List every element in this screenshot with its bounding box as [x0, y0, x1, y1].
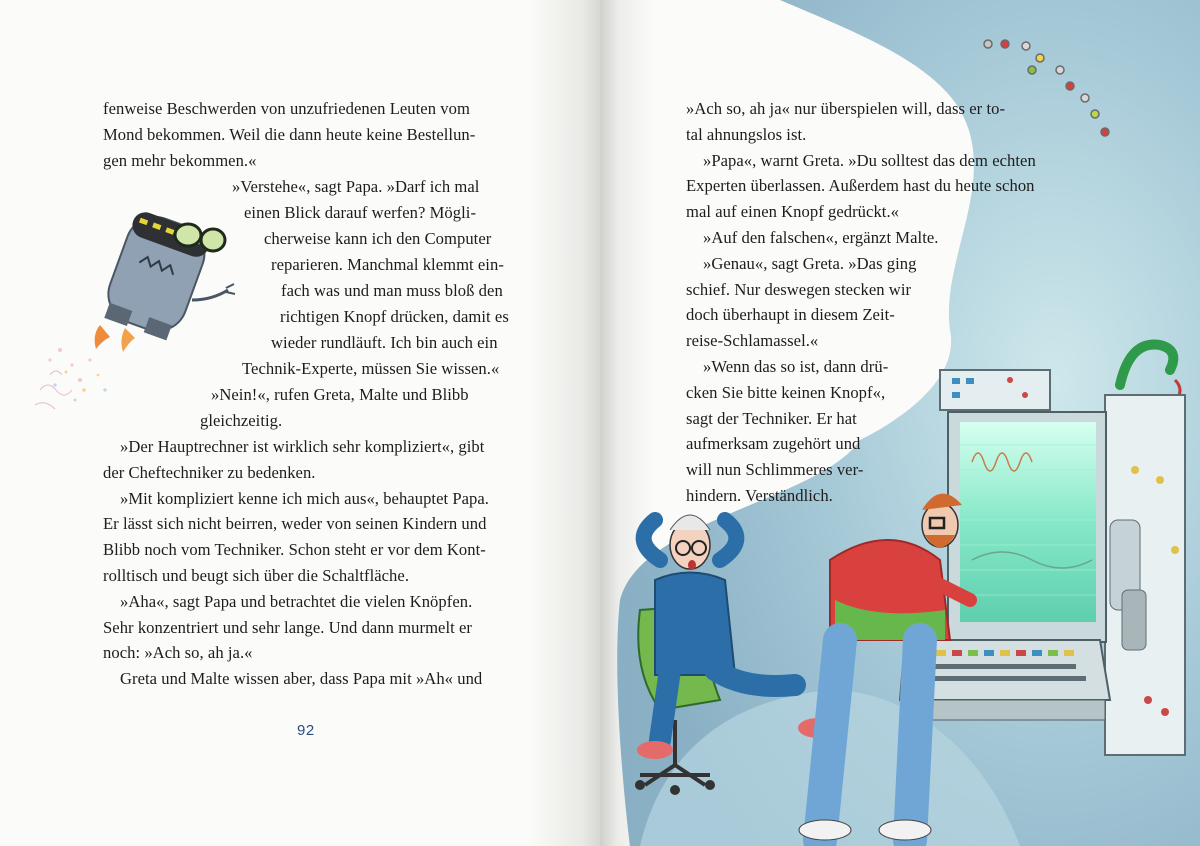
text-line: Er lässt sich nicht beirren, weder von seinen Kindern und [103, 514, 487, 534]
text-line: fenweise Beschwerden von unzufriedenen Leuten vom [103, 99, 470, 118]
text-line: Sehr konzentriert und sehr lange. Und dann murmelt er [103, 617, 472, 637]
text-line: richtigen Knopf drücken, damit es [280, 307, 509, 326]
text-line: tal ahnungslos ist. [686, 124, 807, 144]
text-line: schief. Nur deswegen stecken wir [686, 279, 912, 299]
text-line: »Auf den falschen«, ergänzt Malte. [703, 227, 939, 247]
text-line: »Genau«, sagt Greta. »Das ging [703, 253, 917, 273]
text-line: hindern. Verständlich. [686, 485, 833, 505]
text-line: cherweise kann ich den Computer [264, 229, 492, 248]
text-line: mal auf einen Knopf gedrückt.« [686, 202, 899, 222]
text-line: »Wenn das so ist, dann drü- [703, 356, 889, 376]
text-line: wieder rundläuft. Ich bin auch ein [271, 333, 498, 352]
page-number: 92 [297, 722, 315, 739]
text-line: rolltisch und beugt sich über die Schaltfläche. [103, 565, 410, 585]
text-line: »Der Hauptrechner ist wirklich sehr kompliziert«, gibt [120, 437, 485, 456]
text-line: will nun Schlimmeres ver- [686, 460, 864, 480]
text-line: reparieren. Manchmal klemmt ein- [271, 255, 504, 274]
text-line: »Papa«, warnt Greta. »Du solltest das dem echten [703, 150, 1036, 170]
text-line: Greta und Malte wissen aber, dass Papa mit »Ah« und [120, 669, 483, 689]
text-line: Technik-Experte, müssen Sie wissen.« [242, 359, 500, 378]
text-line: gleichzeitig. [200, 411, 283, 430]
text-line: »Mit kompliziert kenne ich mich aus«, behauptet Papa. [120, 488, 490, 508]
text-line: reise-Schlamassel.« [686, 331, 819, 351]
text-line: Blibb noch vom Techniker. Schon steht er vor dem Kont- [103, 540, 486, 560]
text-line: »Ach so, ah ja« nur überspielen will, dass er to- [686, 99, 1006, 118]
text-line: Mond bekommen. Weil die dann heute keine Bestellun- [103, 124, 476, 144]
text-line: der Cheftechniker zu bedenken. [103, 462, 316, 482]
right-page [600, 0, 1200, 846]
text-line: sagt der Techniker. Er hat [686, 408, 857, 428]
text-line: noch: »Ach so, ah ja.« [103, 643, 253, 663]
text-line: gen mehr bekommen.« [103, 150, 257, 170]
text-line: aufmerksam zugehört und [686, 434, 861, 454]
text-line: fach was und man muss bloß den [281, 281, 503, 300]
text-line: »Aha«, sagt Papa und betrachtet die vielen Knöpfen. [120, 591, 473, 611]
text-line: cken Sie bitte keinen Knopf«, [686, 382, 886, 402]
text-line: »Verstehe«, sagt Papa. »Darf ich mal [232, 177, 480, 196]
text-line: einen Blick darauf werfen? Mögli- [244, 203, 477, 222]
text-line: Experten überlassen. Außerdem hast du heute schon [686, 176, 1035, 196]
text-line: »Nein!«, rufen Greta, Malte und Blibb [211, 385, 469, 404]
text-line: doch überhaupt in diesem Zeit- [686, 305, 895, 325]
